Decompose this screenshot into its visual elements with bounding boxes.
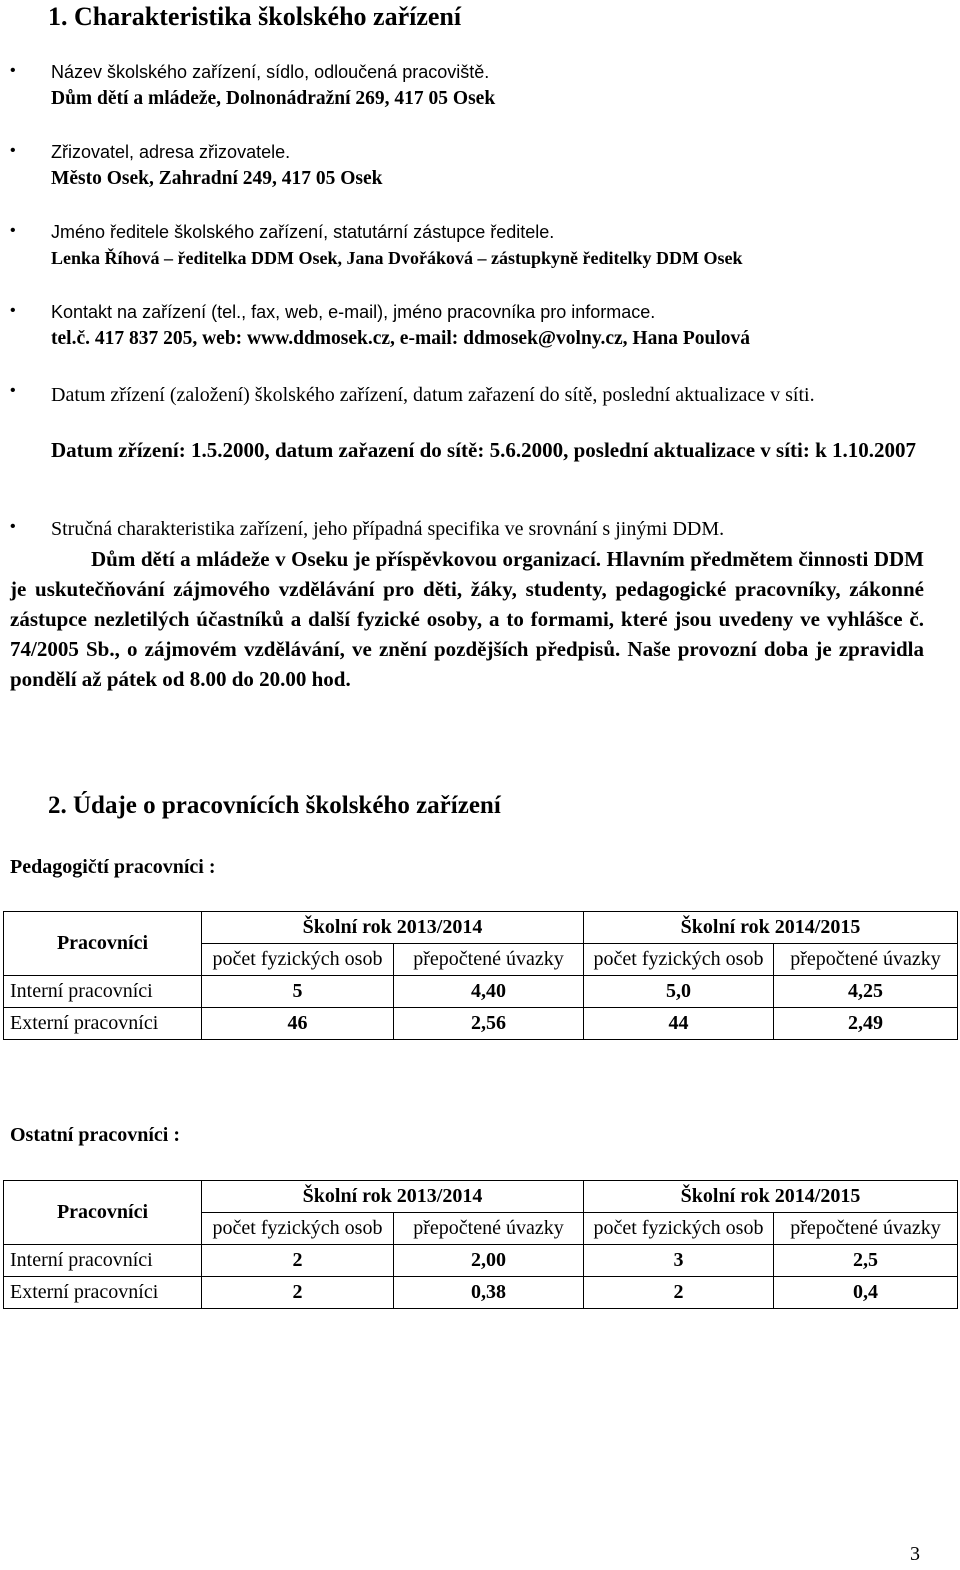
table-cell: 44	[584, 1008, 774, 1040]
item-question: Datum zřízení (založení) školského zařízení, datum zařazení do sítě, poslední aktualizace v síti.	[51, 384, 815, 406]
item-answer: Datum zřízení: 1.5.2000, datum zařazení do sítě: 5.6.2000, poslední aktualizace v síti: k 1.10.2007	[51, 438, 917, 462]
item-question: Kontakt na zařízení (tel., fax, web, e-mail), jméno pracovníka pro informace.	[51, 302, 656, 322]
table-cell: 0,38	[394, 1277, 584, 1309]
pedagogical-staff-table	[3, 911, 958, 1040]
table-cell: 5,0	[584, 976, 774, 1008]
item-question: Jméno ředitele školského zařízení, statutární zástupce ředitele.	[51, 222, 555, 242]
pedagogical-staff-title: Pedagogičtí pracovníci :	[10, 856, 216, 878]
bullet-icon: •	[10, 382, 16, 399]
item-answer: Dům dětí a mládeže, Dolnonádražní 269, 417 05 Osek	[51, 88, 496, 109]
column-subheader: počet fyzických osob	[202, 1213, 394, 1245]
item-answer: tel.č. 417 837 205, web: www.ddmosek.cz, e-mail: ddmosek@volny.cz, Hana Poulová	[51, 328, 750, 349]
year-header: Školní rok 2013/2014	[202, 912, 584, 944]
year-header: Školní rok 2014/2015	[584, 912, 958, 944]
table-cell: 2,5	[774, 1245, 958, 1277]
bullet-icon: •	[10, 62, 16, 79]
table-cell: 3	[584, 1245, 774, 1277]
table-corner-header: Pracovníci	[4, 1181, 202, 1245]
table-cell: 2	[202, 1245, 394, 1277]
column-subheader: přepočtené úvazky	[774, 944, 958, 976]
list-item	[10, 222, 925, 272]
table-cell: 5	[202, 976, 394, 1008]
column-subheader: přepočtené úvazky	[774, 1213, 958, 1245]
table-corner-header: Pracovníci	[4, 912, 202, 976]
item-answer: Město Osek, Zahradní 249, 417 05 Osek	[51, 168, 383, 189]
row-label: Externí pracovníci	[4, 1008, 202, 1040]
item-question: Název školského zařízení, sídlo, odloučená pracoviště.	[51, 62, 490, 82]
list-item	[10, 62, 925, 112]
bullet-icon: •	[10, 518, 16, 535]
table-cell: 2,00	[394, 1245, 584, 1277]
table-cell: 0,4	[774, 1277, 958, 1309]
column-subheader: přepočtené úvazky	[394, 944, 584, 976]
list-item	[10, 142, 925, 192]
item-answer: Lenka Říhová – ředitelka DDM Osek, Jana Dvořáková – zástupkyně ředitelky DDM Osek	[51, 248, 743, 268]
column-subheader: počet fyzických osob	[584, 944, 774, 976]
row-label: Interní pracovníci	[4, 1245, 202, 1277]
table-row	[4, 1277, 958, 1309]
table-cell: 2	[202, 1277, 394, 1309]
bullet-icon: •	[10, 302, 16, 319]
row-label: Externí pracovníci	[4, 1277, 202, 1309]
column-subheader: přepočtené úvazky	[394, 1213, 584, 1245]
table-row	[4, 976, 958, 1008]
table-cell: 4,25	[774, 976, 958, 1008]
table-cell: 4,40	[394, 976, 584, 1008]
table-cell: 2,56	[394, 1008, 584, 1040]
section-1-heading: 1. Charakteristika školského zařízení	[48, 2, 462, 31]
column-subheader: počet fyzických osob	[584, 1213, 774, 1245]
organization-description: Dům dětí a mládeže v Oseku je příspěvkovou organizací. Hlavním předmětem činnosti DDM je uskutečňování zájmového vzdělávání pro děti, žáky, studenty, pedagogické pracovníky, zákonné zástupce nezletilých účastníků a další fyzické osoby, a to formami, které jsou uvedeny ve vyhlášce č. 74/2005 Sb., o zájmovém vzdělávání, ve znění pozdějších předpisů. Naše provozní doba je zpravidla pondělí až pátek od 8.00 do 20.00 hod.	[10, 547, 924, 691]
bullet-icon: •	[10, 222, 16, 239]
section-2-heading: 2. Údaje o pracovnících školského zařízení	[48, 792, 501, 819]
item-question: Stručná charakteristika zařízení, jeho případná specifika ve srovnání s jinými DDM.	[51, 518, 725, 540]
row-label: Interní pracovníci	[4, 976, 202, 1008]
list-item	[10, 302, 925, 352]
bullet-icon: •	[10, 142, 16, 159]
page-number: 3	[910, 1543, 920, 1565]
other-staff-title: Ostatní pracovníci :	[10, 1124, 180, 1146]
year-header: Školní rok 2013/2014	[202, 1181, 584, 1213]
year-header: Školní rok 2014/2015	[584, 1181, 958, 1213]
other-staff-table	[3, 1180, 958, 1309]
table-cell: 46	[202, 1008, 394, 1040]
table-row	[4, 1245, 958, 1277]
table-cell: 2	[584, 1277, 774, 1309]
list-item	[10, 518, 925, 544]
list-item	[10, 382, 925, 492]
column-subheader: počet fyzických osob	[202, 944, 394, 976]
table-row	[4, 1008, 958, 1040]
table-cell: 2,49	[774, 1008, 958, 1040]
item-question: Zřizovatel, adresa zřizovatele.	[51, 142, 291, 162]
